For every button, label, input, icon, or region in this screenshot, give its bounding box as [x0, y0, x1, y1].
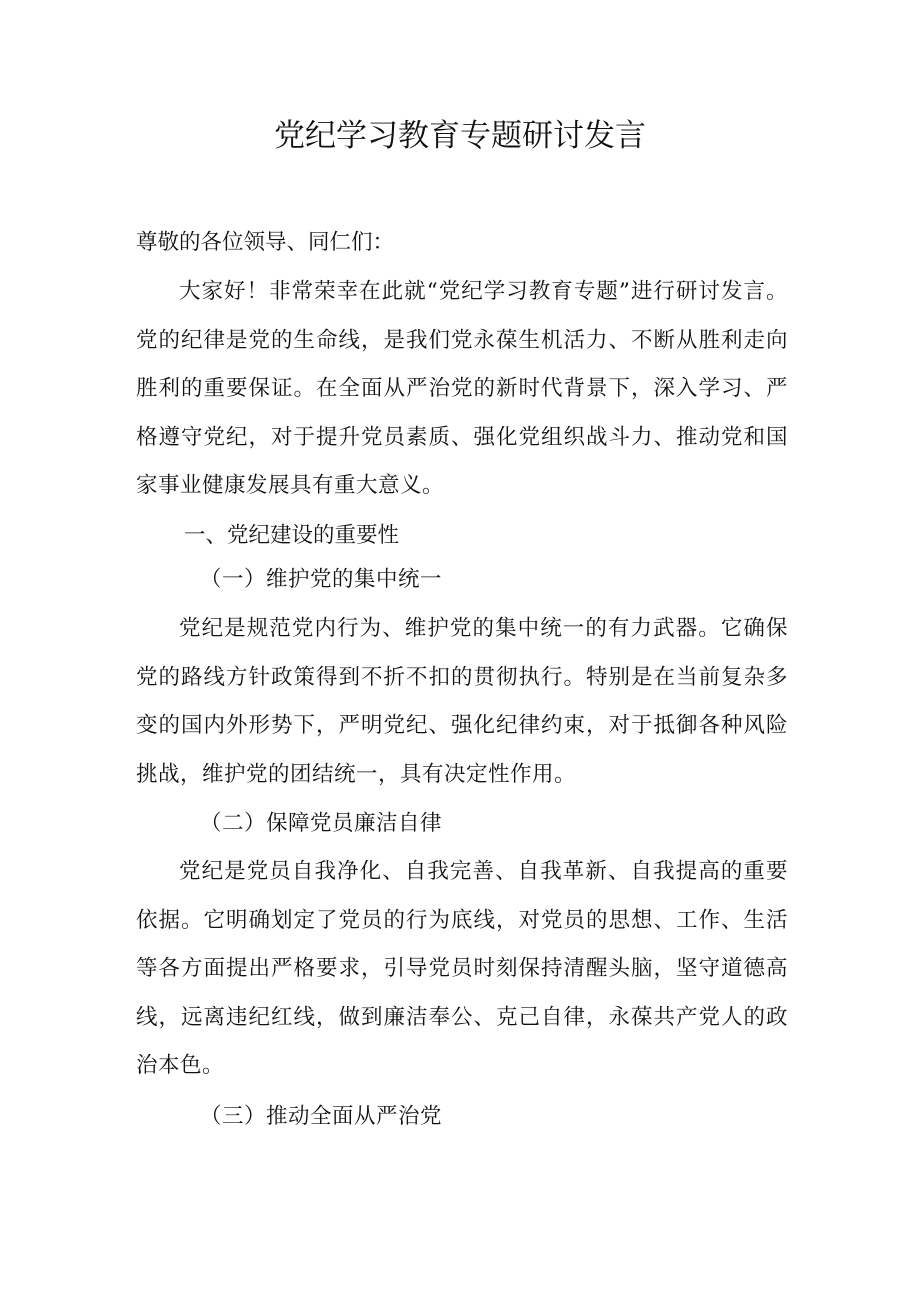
- section-1-heading: 一、党纪建设的重要性: [184, 523, 400, 548]
- subsection-1-heading: （一）维护党的集中统一: [200, 567, 443, 592]
- subsection-2-text: 党纪是党员自我净化、自我完善、自我革新、自我提高的重要依据。它明确划定了党员的行为底线，对党员的思想、工作、生活等各方面提出严格要求，引导党员时刻保持清醒头脑，坚守道德高线，远离违纪红线，做到廉洁奉公、克己自律，永葆共产党人的政治本色。: [136, 859, 788, 1078]
- subsection-1-paragraph: [136, 605, 788, 799]
- intro-text: 大家好！非常荣幸在此就“党纪学习教育专题”进行研讨发言。党的纪律是党的生命线，是我们党永葆生机活力、不断从胜利走向胜利的重要保证。在全面从严治党的新时代背景下，深入学习、严格遵守党纪，对于提升党员素质、强化党组织战斗力、推动党和国家事业健康发展具有重大意义。: [136, 279, 788, 498]
- intro-paragraph: [136, 268, 788, 511]
- subsection-3-heading: （三）推动全面从严治党: [200, 1104, 443, 1129]
- subsection-1-text: 党纪是规范党内行为、维护党的集中统一的有力武器。它确保党的路线方针政策得到不折不扣的贯彻执行。特别是在当前复杂多变的国内外形势下，严明党纪、强化纪律约束，对于抵御各种风险挑战，维护党的团结统一，具有决定性作用。: [136, 616, 788, 787]
- subsection-2-paragraph: [136, 848, 788, 1091]
- salutation: 尊敬的各位领导、同仁们：: [136, 230, 395, 255]
- document-title: 党纪学习教育专题研讨发言: [274, 118, 646, 154]
- subsection-2-heading: （二）保障党员廉洁自律: [200, 811, 443, 836]
